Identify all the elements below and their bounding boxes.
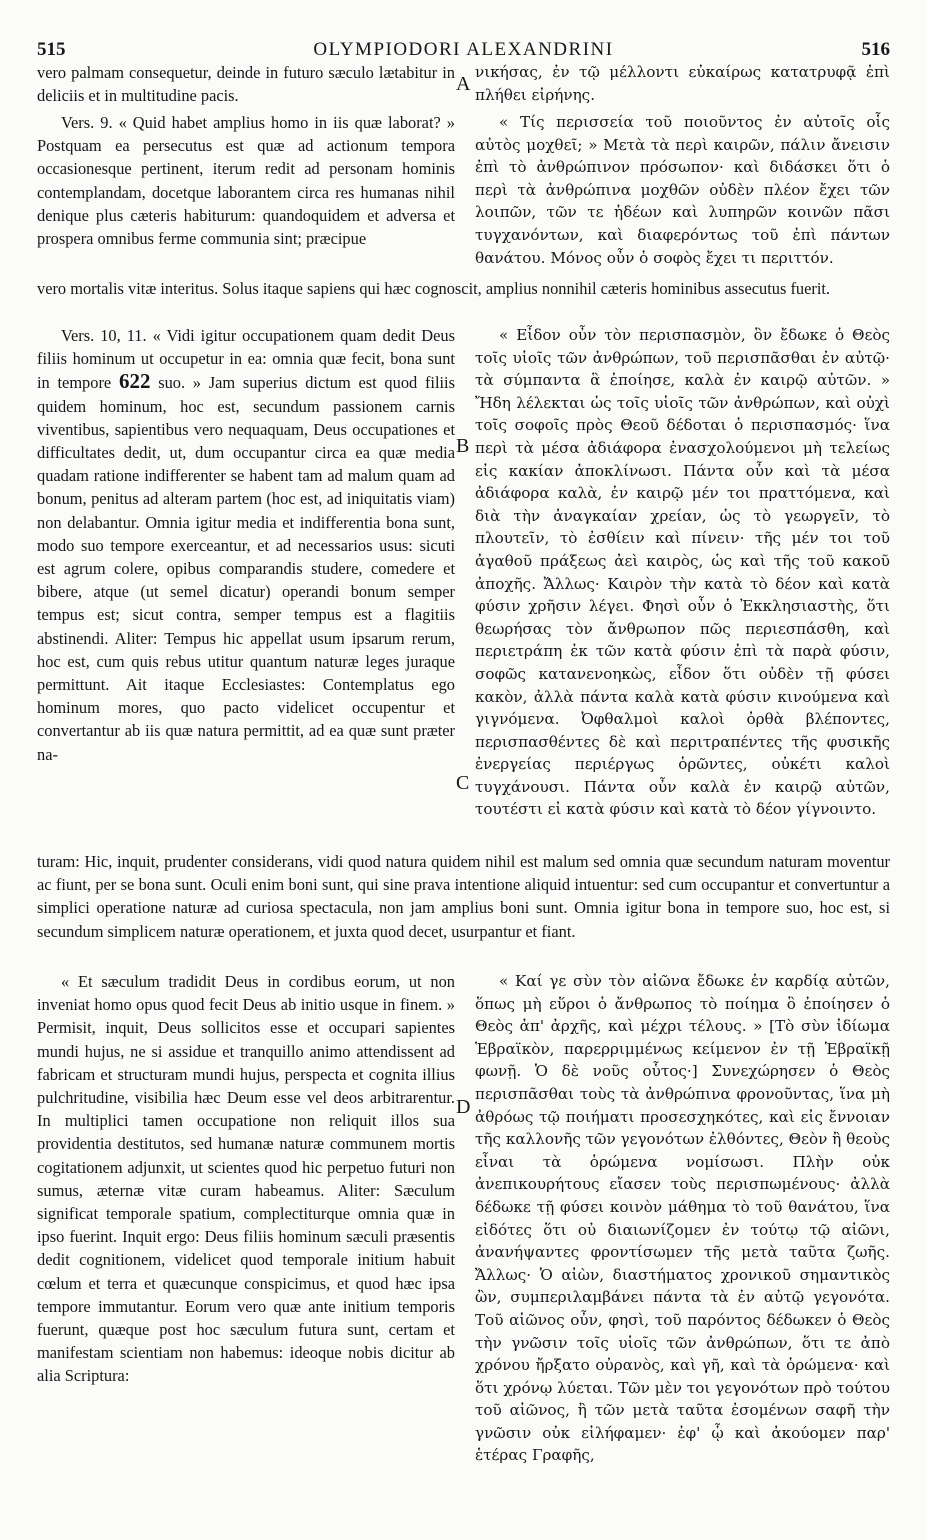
latin-text: suo. » Jam superius dictum est quod filiis quidem hominum, hoc est, secundum passionem carnis viventibus, sapientibus vero nequaquam, Deus occupationes et difficultates dedit, ut, dum occupantur circa ea quæ media quadam ratione indifferenter se habent tam ad malum quam ad bonum, penitus ad alteram partem (hoc est, ad iniquitatis viam) non delabantur. Omnia igitur media et indifferentia bona sunt, modo suo tempore exerceantur, et ad necessarios usus: sicuti est agrum colere, opibus comparandis studere, comedere et bibere, atque (ut semel dicatur) operandi bonum semper tempus est; sicut contra, semper tempus est a flagitiis abstinendi. Aliter: Tempus hic appellat usum ipsarum rerum, hoc est, cum quis rebus utitur quantum naturæ leges juraque permittunt. Ait itaque Ecclesiastes: Contemplatus ego hominum mores, quo pacto videlicet occupentur et convertantur ab iis quæ natura permittit, ad ea quæ sunt præter na-	[37, 373, 455, 764]
column-number: 622	[118, 369, 151, 394]
latin-paragraph: vero palmam consequetur, deinde in futuro sæculo lætabitur in deliciis et in multitudine pacis.	[37, 63, 455, 106]
page-number-left: 515	[37, 39, 66, 60]
latin-column-block-2	[37, 111, 455, 250]
greek-column-block-1	[475, 61, 890, 106]
margin-mark-b: B	[456, 435, 470, 457]
greek-paragraph: « Καί γε σὺν τὸν αἰῶνα ἔδωκε ἐν καρδίᾳ αὐτῶν, ὅπως μὴ εὕροι ὁ ἄνθρωπος τὸ ποίημα ὃ ἐποίησεν ὁ Θεὸς ἀπ' ἀρχῆς, καὶ μέχρι τέλους. » [Τὸ σὺν ἰδίωμα Ἑβραϊκὸν, παρερριμμένως κείμενον ἐν τῇ Ἑβραϊκῇ φωνῇ. Ὁ δὲ νοῦς οὗτος·] Συνεχώρησεν ὁ Θεὸς περισπᾶσθαι τοὺς τὰ ἀνθρώπινα φρονοῦντας, ἵνα μὴ ἀθρόως τῷ ποιήματι προσεσχηκότες, καὶ εἰς ἔννοιαν τῆς καλλονῆς τῶν γεγονότων ἐλθόντες, Θεὸν ἢ θεοὺς εἶναι τὰ ὁρώμενα νομίσωσι. Πλὴν οὐκ ἀνεπικουρήτους εἴασεν τοὺς περισπωμένους· ἀλλὰ δέδωκε τῇ φύσει κοινὸν μάθημα τὸ τοῦ θανάτου, ἵνα εἰδότες ὅτι οὐ διαιωνίζομεν ἐν τούτῳ τῷ αἰῶνι, ἀνανήψαντες φροντίσωμεν τῆς μετὰ ταῦτα ζωῆς. Ἄλλως· Ὁ αἰὼν, διαστήματος χρονικοῦ σημαντικὸς ὢν, συμπεριλαμβάνει πάντα τὰ ἐν αὐτῷ γεγονότα. Τοῦ αἰῶνος οὖν, φησὶ, τοῦ παρόντος δέδωκεν ὁ Θεὸς τὴν γνῶσιν τοῖς υἱοῖς τῶν ἀνθρώπων, ὅτι τε ἀπὸ χρόνου ἤρξατο οὐρανὸς, καὶ γῆ, καὶ τὰ ὁρώμενα· καὶ ὅτι χρόνῳ λύεται. Τῶν μὲν τοι γεγονότων πρὸ τούτου τοῦ αἰῶνος, ἢ τῶν μετὰ ταῦτα ἐσομένων σαφῆ τὴν γνῶσιν οὐκ εἰλήφαμεν· ἐφ' ᾧ καὶ ἀκούομεν παρ' ἑτέρας Γραφῆς,	[475, 972, 890, 1465]
margin-mark-c: C	[456, 772, 470, 794]
full-width-text-1	[37, 277, 890, 300]
greek-column-block-4	[475, 970, 890, 1467]
spanning-paragraph: turam: Hic, inquit, prudenter considerans, vidi quod natura quidem nihil est malum sed omnia quæ secundum naturam moventur ac fiunt, per se bona sunt. Oculi enim boni sunt, qui sine prava intentione aliquid intuentur: sed cum occupantur et convertuntur a simplici operatione naturæ ad curiosa spectacula, non jam amplius boni sunt. Omnia igitur bona in tempore suo, hoc est, si secundum simplicem naturæ operationem, et juxta quod decet, usurpantur et fiant.	[37, 852, 890, 941]
latin-text: Vers. 10, 11. « Vidi igitur occupationem quam dedit Deus filiis hominum ut occupetur in ea: omnia quæ fecit, bona sunt in tempore	[37, 326, 455, 393]
greek-paragraph: « Τίς περισσεία τοῦ ποιοῦντος ἐν αὐτοῖς οἷς αὐτὸς μοχθεῖ; » Μετὰ τὰ περὶ καιρῶν, πάλιν ἄνεισιν ἐπὶ τὸ ἀνθρώπινον πρόσωπον· καὶ διδάσκει ὅτι ὁ περὶ τὰ ἀνθρώπινα μοχθῶν οὐδὲν πλέον ἔχει τῶν λοιπῶν, τῶν τε ἡδέων καὶ λυπηρῶν κοινῶν πᾶσι τυγχανόντων, καὶ διαφερόντως τοῦ ἐπὶ πάντων θανάτου. Μόνος οὖν ὁ σοφὸς ἔχει τι περιττόν.	[475, 113, 890, 267]
latin-column-block-3	[37, 324, 455, 766]
greek-column-block-3	[475, 324, 890, 821]
latin-paragraph: « Et sæculum tradidit Deus in cordibus eorum, ut non inveniat homo opus quod fecit Deus ab initio usque in finem. » Permisit, inquit, Deus sollicitos esse et occupari sapientes mundi hujus, ne si assidue et tranquillo animo attendissent ad fabricam et structuram mundi hujus, perspecta et cognita illius pulchritudine, visibilia hæc Deum esse vel deos arbitrarentur. In multiplici tamen occupatione non reliquit illos sua providentia destitutos, sed humanæ naturæ communem mortis cogitationem adjunxit, ut scientes quod hic perpetuo futuri non sumus, æternæ vitæ curam habeamus. Aliter: Sæculum significat temporale spatium, complectiturque omnia quæ in ipso fuerint. Inquit ergo: Deus filiis hominum sæculi præsentis dedit cognitionem, videlicet quod temporale initium habuit cœlum et terra et quæcunque conspicimus, et quod hæc ipsa tempore immutantur. Eorum vero quæ ante initium temporis fuerunt, quæque post hoc sæculum futura sunt, certam et manifestam scientiam non habemus: ideoque nobis dicitur ab alia Scriptura:	[37, 972, 455, 1386]
full-width-text-2	[37, 850, 890, 943]
greek-column-block-2	[475, 111, 890, 269]
latin-column-block-4	[37, 970, 455, 1388]
latin-paragraph: Vers. 9. « Quid habet amplius homo in iis quæ laborat? » Postquam ea persecutus est quæ ad actionum tempora occasionesque pertinent, iterum redit ad personam hominis contemplandam, docetque laborantem circa res humanas nihil denique plus cæteris habiturum: quandoquidem et adversa et prospera omnibus ferme communia sint; præcipue	[37, 113, 455, 249]
page-number-right: 516	[861, 39, 890, 60]
margin-mark-a: A	[456, 73, 471, 95]
margin-mark-d: D	[456, 1096, 471, 1118]
spanning-paragraph: vero mortalis vitæ interitus. Solus itaque sapiens qui hæc cognoscit, amplius nonnihil cæteris hominibus assecutus fuerit.	[37, 279, 831, 298]
running-title: OLYMPIODORI ALEXANDRINI	[313, 39, 614, 60]
latin-column-block-1	[37, 61, 455, 107]
greek-paragraph: « Εἶδον οὖν τὸν περισπασμὸν, ὃν ἔδωκε ὁ Θεὸς τοῖς υἱοῖς τῶν ἀνθρώπων, τοῦ περισπᾶσθαι ἐν αὐτῷ· τὰ σύμπαντα ἃ ἐποίησε, καλὰ ἐν καιρῷ αὐτῶν. » Ἤδη λέλεκται ὡς τοῖς υἱοῖς τῶν ἀνθρώπων, καὶ οὐχὶ τοῖς σοφοῖς πρὸς Θεοῦ δέδοται ὁ περισπασμός· ἵνα περὶ τὰ μέσα ἀδιάφορα ἐνασχολούμενοι μὴ τελείως εἰς κακίαν ἀποκλίνωσι. Πάντα οὖν καὶ τὰ μέσα ἀδιάφορα καλὰ, ἐν καιρῷ μέν τοι πραττόμενα, καὶ διὰ τὴν ἀναγκαίαν χρείαν, ὡς τὸ γεωργεῖν, τὸ πλουτεῖν, τὸ ἐσθίειν καὶ πίνειν· τῆς μέν τοι τοῦ ἀγαθοῦ πράξεως ἀεὶ καιρὸς, ὡς καὶ τῆς τοῦ κακοῦ ἀποχῆς. Ἄλλως· Καιρὸν τὴν κατὰ τὸ δέον καὶ κατὰ φύσιν χρῆσιν λέγει. Φησὶ οὖν ὁ Ἐκκλησιαστὴς, ὅτι θεωρήσας τὸν ἄνθρωπον πῶς περιεσπάσθη, καὶ περιετράπη ἐκ τῶν κατὰ φύσιν ἐπὶ τὰ παρὰ φύσιν, σοφῶς κατανενοηκὼς, εἶδον ὅτι οὐδὲν τῇ φύσει κακὸν, ἀλλὰ πάντα καλὰ κατὰ φύσιν κινούμενα καὶ γιγνόμενα. Ὀφθαλμοὶ καλοὶ ὀρθὰ βλέποντες, περισπασθέντες δὲ καὶ περιτραπέντες τῆς φυσικῆς ἐνεργείας περιέργως ὁρῶντες, οὐκέτι καλοὶ τυγχάνουσι. Πάντα οὖν καλὰ ἐν καιρῷ αὐτῶν, τουτέστι εἰ κατὰ φύσιν καὶ κατὰ τὸ δέον γίγνοιντο.	[475, 326, 890, 819]
greek-paragraph: νικήσας, ἐν τῷ μέλλοντι εὐκαίρως κατατρυφᾷ ἐπὶ πλήθει εἰρήνης.	[475, 63, 890, 104]
latin-paragraph	[37, 324, 455, 766]
